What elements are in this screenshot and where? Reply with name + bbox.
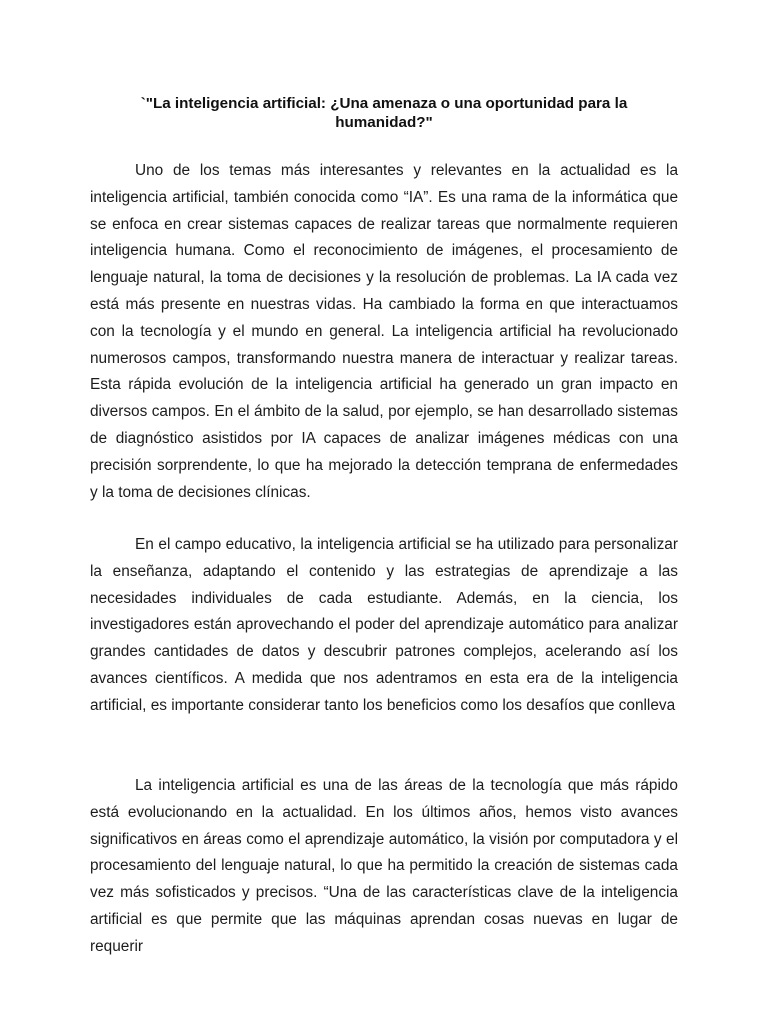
- paragraph-3: La inteligencia artificial es una de las áreas de la tecnología que más rápido está evolucionando en la actualidad. En los últimos años, hemos visto avances significativos en áreas como el aprendizaje automático, la visión por computadora y el procesamiento del lenguaje natural, lo que ha permitido la creación de sistemas cada vez más sofisticados y precisos. “Una de las características clave de la inteligencia artificial es que permite que las máquinas aprendan cosas nuevas en lugar de requerir: [90, 777, 678, 955]
- paragraph-2: En el campo educativo, la inteligencia artificial se ha utilizado para personalizar la enseñanza, adaptando el contenido y las estrategias de aprendizaje a las necesidades individuales de cada estudiante. Además, en la ciencia, los investigadores están aprovechando el poder del aprendizaje automático para analizar grandes cantidades de datos y descubrir patrones complejos, acelerando así los avances científicos. A medida que nos adentramos en esta era de la inteligencia artificial, es importante considerar tanto los beneficios como los desafíos que conlleva: [90, 536, 678, 714]
- document-title: `"La inteligencia artificial: ¿Una amenaza o una oportunidad para la humanidad?": [140, 95, 628, 131]
- paragraph-1: Uno de los temas más interesantes y relevantes en la actualidad es la inteligencia artificial, también conocida como “IA”. Es una rama de la informática que se enfoca en crear sistemas capaces de realizar tareas que normalmente requieren inteligencia humana. Como el reconocimiento de imágenes, el procesamiento de lenguaje natural, la toma de decisiones y la resolución de problemas. La IA cada vez está más presente en nuestras vidas. Ha cambiado la forma en que interactuamos con la tecnología y el mundo en general. La inteligencia artificial ha revolucionado numerosos campos, transformando nuestra manera de interactuar y realizar tareas. Esta rápida evolución de la inteligencia artificial ha generado un gran impacto en diversos campos. En el ámbito de la salud, por ejemplo, se han desarrollado sistemas de diagnóstico asistidos por IA capaces de analizar imágenes médicas con una precisión sorprendente, lo que ha mejorado la detección temprana de enfermedades y la toma de decisiones clínicas.: [90, 162, 678, 501]
